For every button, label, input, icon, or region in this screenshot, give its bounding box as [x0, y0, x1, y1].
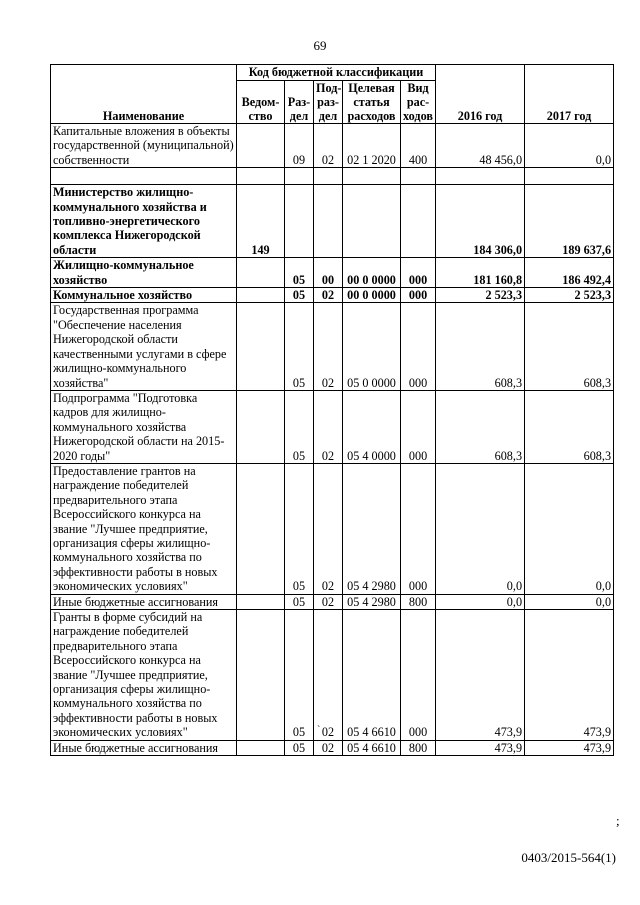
row-podrazdel: 00	[314, 258, 343, 288]
row-name: Жилищно-коммунальное хозяйство	[51, 258, 237, 288]
row-vid: 800	[401, 740, 436, 755]
row-vid: 800	[401, 594, 436, 609]
row-celevaya: 05 4 2980	[343, 463, 401, 594]
row-2017: 608,3	[525, 390, 614, 463]
header-year-2016: 2016 год	[436, 65, 525, 124]
row-vedomstvo	[237, 390, 285, 463]
row-2016: 2 523,3	[436, 288, 525, 303]
row-razdel: 05	[285, 594, 314, 609]
trailing-semicolon: ;	[616, 813, 620, 828]
row-vid: 400	[401, 124, 436, 168]
table-row	[51, 288, 614, 303]
table-row	[51, 124, 614, 168]
row-celevaya: 05 4 2980	[343, 594, 401, 609]
header-celevaya-statya: Целевая статья расходов	[343, 81, 401, 124]
row-vedomstvo	[237, 610, 285, 741]
row-vedomstvo: 149	[237, 185, 285, 258]
row-celevaya	[343, 185, 401, 258]
row-vedomstvo	[237, 463, 285, 594]
row-2016: 48 456,0	[436, 124, 525, 168]
header-podrazdel: Под-раз-дел	[314, 81, 343, 124]
row-2017: 0,0	[525, 463, 614, 594]
header-year-2017: 2017 год	[525, 65, 614, 124]
row-vid: 000	[401, 463, 436, 594]
header-name: Наименование	[51, 65, 237, 124]
row-razdel: 05	[285, 740, 314, 755]
row-podrazdel: 02	[314, 124, 343, 168]
row-podrazdel: 02	[314, 288, 343, 303]
row-vid: 000	[401, 258, 436, 288]
row-2016: 608,3	[436, 303, 525, 390]
row-razdel: 05	[285, 258, 314, 288]
row-razdel	[285, 185, 314, 258]
row-vedomstvo	[237, 258, 285, 288]
row-podrazdel: 02	[314, 303, 343, 390]
table-row	[51, 185, 614, 258]
table-row	[51, 610, 614, 741]
row-vedomstvo	[237, 288, 285, 303]
row-2016: 473,9	[436, 610, 525, 741]
scan-mark: ˋ	[317, 725, 321, 736]
row-name: Иные бюджетные ассигнования	[51, 594, 237, 609]
table-row	[51, 303, 614, 390]
row-podrazdel: 02	[314, 594, 343, 609]
row-vid: 000	[401, 610, 436, 741]
row-vid: 000	[401, 390, 436, 463]
row-2017: 0,0	[525, 124, 614, 168]
row-vedomstvo	[237, 124, 285, 168]
header-vid-rashodov: Вид рас-ходов	[401, 81, 436, 124]
row-podrazdel: 02	[314, 740, 343, 755]
table-row	[51, 463, 614, 594]
row-2017: 186 492,4	[525, 258, 614, 288]
row-razdel: 05	[285, 610, 314, 741]
row-name: Коммунальное хозяйство	[51, 288, 237, 303]
row-vedomstvo	[237, 740, 285, 755]
row-podrazdel: 02	[314, 610, 343, 741]
row-podrazdel	[314, 185, 343, 258]
row-name: Государственная программа "Обеспечение населения Нижегородской области качественными услугами в сфере жилищно-коммунального хозяйства"	[51, 303, 237, 390]
row-razdel: 05	[285, 303, 314, 390]
row-2016: 473,9	[436, 740, 525, 755]
table-row	[51, 740, 614, 755]
row-2017: 473,9	[525, 610, 614, 741]
row-razdel: 05	[285, 288, 314, 303]
row-celevaya: 05 4 6610	[343, 740, 401, 755]
row-name: Подпрограмма "Подготовка кадров для жилищно-коммунального хозяйства Нижегородской области на 2015-2020 годы"	[51, 390, 237, 463]
row-celevaya: 05 0 0000	[343, 303, 401, 390]
row-celevaya: 05 4 6610	[343, 610, 401, 741]
row-name: Иные бюджетные ассигнования	[51, 740, 237, 755]
document-code: 0403/2015-564(1)	[521, 850, 616, 865]
row-vid: 000	[401, 288, 436, 303]
row-vedomstvo	[237, 594, 285, 609]
row-2016: 0,0	[436, 463, 525, 594]
row-name: Гранты в форме субсидий на награждение победителей предварительного этапа Всероссийского конкурса на звание "Лучшее предприятие, организация сферы жилищно-коммунального хозяйства по эффективности работы в новых экономических условиях"	[51, 610, 237, 741]
row-podrazdel: 02	[314, 390, 343, 463]
row-2017: 189 637,6	[525, 185, 614, 258]
page-number: 69	[313, 38, 327, 53]
row-celevaya: 05 4 0000	[343, 390, 401, 463]
header-classification-group: Код бюджетной классификации	[237, 65, 436, 81]
table-row	[51, 594, 614, 609]
header-razdel: Раз-дел	[285, 81, 314, 124]
row-2017: 0,0	[525, 594, 614, 609]
row-razdel: 05	[285, 463, 314, 594]
row-2016: 181 160,8	[436, 258, 525, 288]
table-row	[51, 258, 614, 288]
row-vid: 000	[401, 303, 436, 390]
spacer-row	[51, 168, 614, 185]
row-name: Министерство жилищно-коммунального хозяйства и топливно-энергетического комплекса Нижегородской области	[51, 185, 237, 258]
row-name: Предоставление грантов на награждение победителей предварительного этапа Всероссийского конкурса на звание "Лучшее предприятие, организация сферы жилищно-коммунального хозяйства по эффективности работы в новых экономических условиях"	[51, 463, 237, 594]
table-row	[51, 390, 614, 463]
row-celevaya: 02 1 2020	[343, 124, 401, 168]
row-2017: 473,9	[525, 740, 614, 755]
row-celevaya: 00 0 0000	[343, 288, 401, 303]
row-razdel: 09	[285, 124, 314, 168]
header-vedomstvo: Ведом-ство	[237, 81, 285, 124]
row-2016: 0,0	[436, 594, 525, 609]
row-2017: 608,3	[525, 303, 614, 390]
row-vedomstvo	[237, 303, 285, 390]
row-2016: 608,3	[436, 390, 525, 463]
row-2016: 184 306,0	[436, 185, 525, 258]
row-celevaya: 00 0 0000	[343, 258, 401, 288]
row-vid	[401, 185, 436, 258]
row-razdel: 05	[285, 390, 314, 463]
budget-table	[50, 64, 614, 756]
row-name: Капитальные вложения в объекты государственной (муниципальной) собственности	[51, 124, 237, 168]
row-podrazdel: 02	[314, 463, 343, 594]
row-2017: 2 523,3	[525, 288, 614, 303]
